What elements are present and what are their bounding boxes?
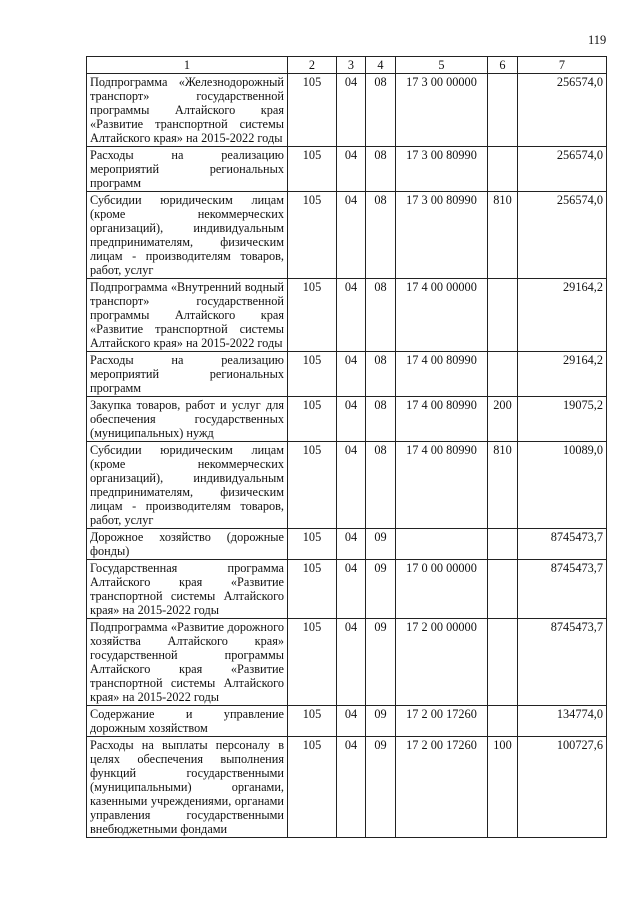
row-subsection: 08	[366, 352, 396, 397]
row-name: Расходы на выплаты персоналу в целях обеспечения выполнения функций государственными (муниципальными) органами, казенными учреждениями, органами управления государственными внебюджетными фондами	[87, 737, 288, 838]
row-subsection: 09	[366, 619, 396, 706]
row-amount: 256574,0	[518, 147, 607, 192]
row-name: Содержание и управление дорожным хозяйством	[87, 706, 288, 737]
row-subsection: 09	[366, 529, 396, 560]
row-expense-type	[488, 352, 518, 397]
row-name: Подпрограмма «Развитие дорожного хозяйства Алтайского края» государственной программы Алтайского края «Развитие транспортной системы Алтайского края» на 2015-2022 годы	[87, 619, 288, 706]
row-name: Подпрограмма «Внутренний водный транспорт» государственной программы Алтайского края «Развитие транспортной системы Алтайского края» на 2015-2022 годы	[87, 279, 288, 352]
row-subsection: 08	[366, 442, 396, 529]
row-expense-type	[488, 74, 518, 147]
budget-table	[86, 56, 607, 838]
row-ministry-code: 105	[288, 74, 337, 147]
row-amount: 134774,0	[518, 706, 607, 737]
row-ministry-code: 105	[288, 397, 337, 442]
table-row	[87, 279, 607, 352]
row-expense-type: 810	[488, 192, 518, 279]
row-target-article: 17 4 00 80990	[396, 442, 488, 529]
table-row	[87, 706, 607, 737]
row-subsection: 08	[366, 74, 396, 147]
row-amount: 29164,2	[518, 279, 607, 352]
row-expense-type: 810	[488, 442, 518, 529]
row-ministry-code: 105	[288, 192, 337, 279]
row-section: 04	[337, 74, 366, 147]
row-ministry-code: 105	[288, 147, 337, 192]
header-row	[87, 57, 607, 74]
row-name: Расходы на реализацию мероприятий региональных программ	[87, 352, 288, 397]
row-expense-type: 100	[488, 737, 518, 838]
row-section: 04	[337, 442, 366, 529]
header-col-2: 2	[288, 57, 337, 74]
row-ministry-code: 105	[288, 560, 337, 619]
row-amount: 19075,2	[518, 397, 607, 442]
table-row	[87, 147, 607, 192]
row-ministry-code: 105	[288, 442, 337, 529]
row-ministry-code: 105	[288, 352, 337, 397]
row-section: 04	[337, 397, 366, 442]
row-ministry-code: 105	[288, 737, 337, 838]
row-name: Подпрограмма «Железнодорожный транспорт» государственной программы Алтайского края «Развитие транспортной системы Алтайского края» на 2015-2022 годы	[87, 74, 288, 147]
row-expense-type	[488, 529, 518, 560]
row-section: 04	[337, 279, 366, 352]
row-subsection: 09	[366, 560, 396, 619]
row-target-article: 17 2 00 17260	[396, 737, 488, 838]
table-row	[87, 560, 607, 619]
row-ministry-code: 105	[288, 706, 337, 737]
row-subsection: 08	[366, 279, 396, 352]
row-subsection: 08	[366, 147, 396, 192]
row-expense-type	[488, 279, 518, 352]
table-row	[87, 619, 607, 706]
row-section: 04	[337, 352, 366, 397]
row-section: 04	[337, 192, 366, 279]
row-section: 04	[337, 737, 366, 838]
table-row	[87, 442, 607, 529]
header-col-1: 1	[87, 57, 288, 74]
row-amount: 256574,0	[518, 192, 607, 279]
row-target-article: 17 3 00 00000	[396, 74, 488, 147]
row-subsection: 09	[366, 706, 396, 737]
header-col-3: 3	[337, 57, 366, 74]
row-target-article: 17 2 00 00000	[396, 619, 488, 706]
row-amount: 8745473,7	[518, 560, 607, 619]
row-name: Субсидии юридическим лицам (кроме некоммерческих организаций), индивидуальным предпринимателям, физическим лицам - производителям товаров, работ, услуг	[87, 192, 288, 279]
table-row	[87, 192, 607, 279]
row-name: Государственная программа Алтайского края «Развитие транспортной системы Алтайского края» на 2015-2022 годы	[87, 560, 288, 619]
row-name: Дорожное хозяйство (дорожные фонды)	[87, 529, 288, 560]
row-amount: 29164,2	[518, 352, 607, 397]
row-target-article	[396, 529, 488, 560]
row-ministry-code: 105	[288, 529, 337, 560]
row-target-article: 17 3 00 80990	[396, 147, 488, 192]
row-target-article: 17 4 00 80990	[396, 352, 488, 397]
row-name: Расходы на реализацию мероприятий региональных программ	[87, 147, 288, 192]
table-row	[87, 529, 607, 560]
row-amount: 8745473,7	[518, 619, 607, 706]
row-subsection: 09	[366, 737, 396, 838]
row-section: 04	[337, 560, 366, 619]
header-col-4: 4	[366, 57, 396, 74]
table-row	[87, 352, 607, 397]
page-number: 119	[588, 33, 607, 47]
row-name: Закупка товаров, работ и услуг для обеспечения государственных (муниципальных) нужд	[87, 397, 288, 442]
header-col-7: 7	[518, 57, 607, 74]
row-subsection: 08	[366, 397, 396, 442]
header-col-5: 5	[396, 57, 488, 74]
row-section: 04	[337, 147, 366, 192]
row-target-article: 17 4 00 80990	[396, 397, 488, 442]
row-target-article: 17 2 00 17260	[396, 706, 488, 737]
header-col-6: 6	[488, 57, 518, 74]
row-expense-type	[488, 147, 518, 192]
row-ministry-code: 105	[288, 279, 337, 352]
row-section: 04	[337, 529, 366, 560]
row-subsection: 08	[366, 192, 396, 279]
row-expense-type	[488, 706, 518, 737]
row-expense-type	[488, 619, 518, 706]
table-row	[87, 737, 607, 838]
row-target-article: 17 3 00 80990	[396, 192, 488, 279]
row-expense-type	[488, 560, 518, 619]
row-target-article: 17 0 00 00000	[396, 560, 488, 619]
row-amount: 100727,6	[518, 737, 607, 838]
row-amount: 256574,0	[518, 74, 607, 147]
row-amount: 8745473,7	[518, 529, 607, 560]
row-section: 04	[337, 619, 366, 706]
row-ministry-code: 105	[288, 619, 337, 706]
row-expense-type: 200	[488, 397, 518, 442]
row-amount: 10089,0	[518, 442, 607, 529]
table-row	[87, 397, 607, 442]
row-section: 04	[337, 706, 366, 737]
row-target-article: 17 4 00 00000	[396, 279, 488, 352]
row-name: Субсидии юридическим лицам (кроме некоммерческих организаций), индивидуальным предпринимателям, физическим лицам - производителям товаров, работ, услуг	[87, 442, 288, 529]
table-row	[87, 74, 607, 147]
